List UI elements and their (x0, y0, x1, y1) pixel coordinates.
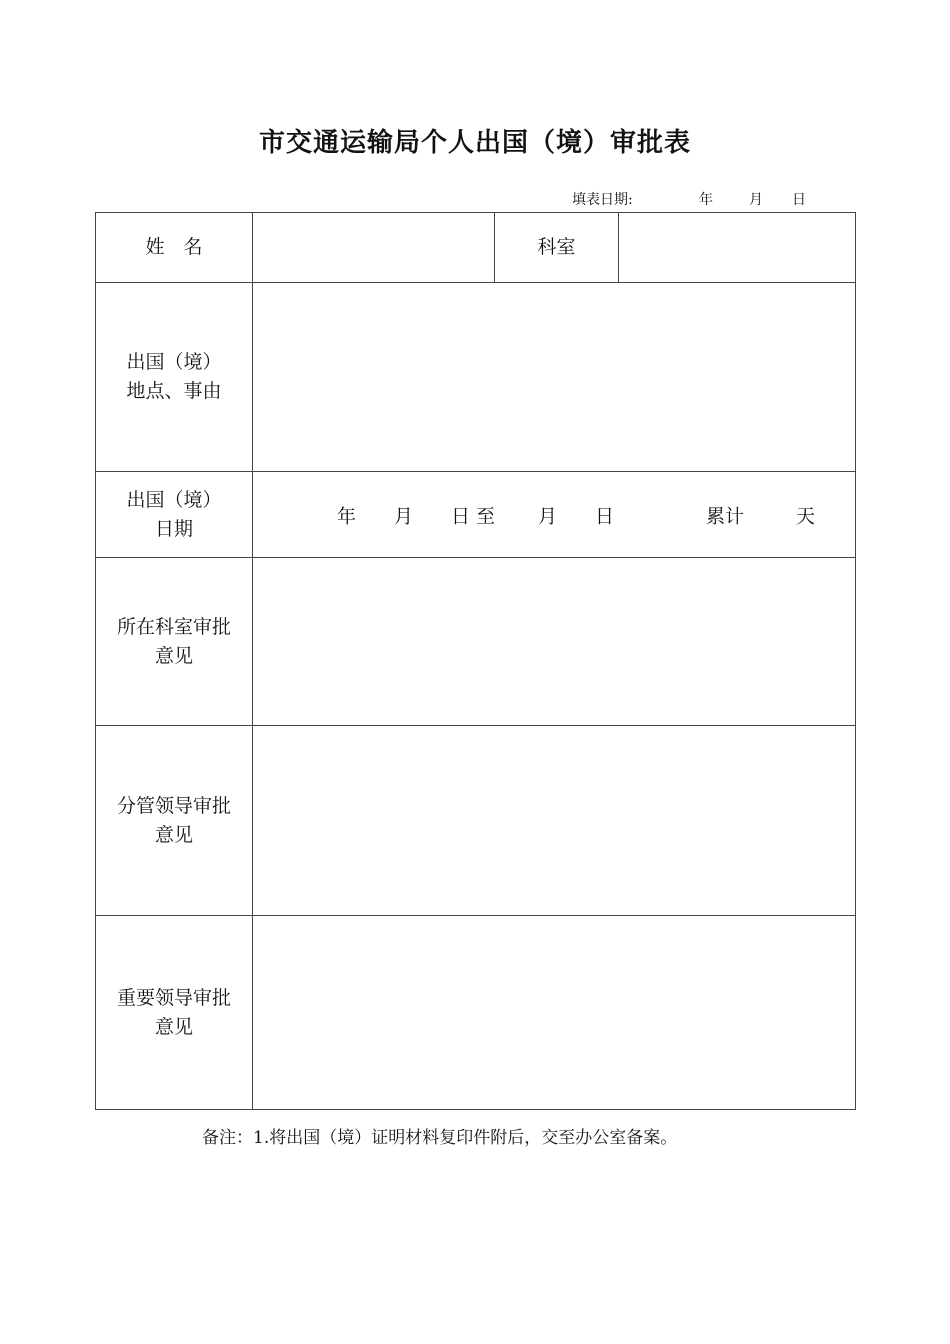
fill-date-year: 年 (699, 192, 713, 208)
dept-approval-label-line1: 所在科室审批 (116, 615, 231, 638)
place-label-line2: 地点、事由 (126, 380, 222, 402)
place-row (96, 283, 856, 472)
key-approval-field[interactable] (253, 916, 856, 1110)
name-label-cell (96, 213, 253, 283)
dept-label-cell (495, 213, 619, 283)
dept-approval-field[interactable] (253, 558, 856, 726)
date-label-line2: 日期 (154, 517, 193, 540)
place-label-cell (96, 283, 253, 472)
date-day2: 日 (595, 505, 615, 527)
date-label-cell (96, 472, 253, 558)
name-field[interactable] (253, 213, 495, 283)
key-approval-label-line2: 意见 (154, 1015, 193, 1038)
place-field[interactable] (253, 283, 856, 472)
date-day-to: 日 至 (451, 505, 496, 527)
lead-approval-field[interactable] (253, 726, 856, 916)
date-year: 年 (337, 505, 357, 527)
fill-date-label: 填表日期: (572, 192, 633, 208)
dept-field[interactable] (619, 213, 856, 283)
name-label: 姓 名 (145, 236, 203, 258)
fill-date-month: 月 (749, 192, 763, 208)
date-row (96, 472, 856, 558)
date-field[interactable] (253, 472, 856, 558)
lead-approval-label-line1: 分管领导审批 (116, 794, 231, 817)
lead-approval-label-cell (96, 726, 253, 916)
page-title: 市交通运输局个人出国（境）审批表 (258, 128, 691, 158)
dept-approval-row (96, 558, 856, 726)
key-approval-label-line1: 重要领导审批 (116, 986, 231, 1009)
fill-date-day: 日 (792, 192, 806, 208)
dept-approval-label-line2: 意见 (154, 644, 193, 667)
date-month2: 月 (538, 505, 558, 527)
date-month: 月 (394, 505, 414, 527)
name-row (96, 213, 856, 283)
approval-form-table (95, 212, 856, 1110)
dept-approval-label-cell (96, 558, 253, 726)
date-label-line1: 出国（境） (126, 488, 222, 511)
date-total: 累计 (706, 505, 745, 527)
lead-approval-label-line2: 意见 (154, 823, 193, 846)
key-approval-label-cell (96, 916, 253, 1110)
key-approval-row (96, 916, 856, 1110)
footnote: 备注：1.将出国（境）证明材料复印件附后，交至办公室备案。 (202, 1128, 678, 1148)
date-days: 天 (796, 505, 816, 527)
lead-approval-row (96, 726, 856, 916)
dept-label: 科室 (537, 236, 576, 258)
place-label-line1: 出国（境） (126, 351, 222, 373)
